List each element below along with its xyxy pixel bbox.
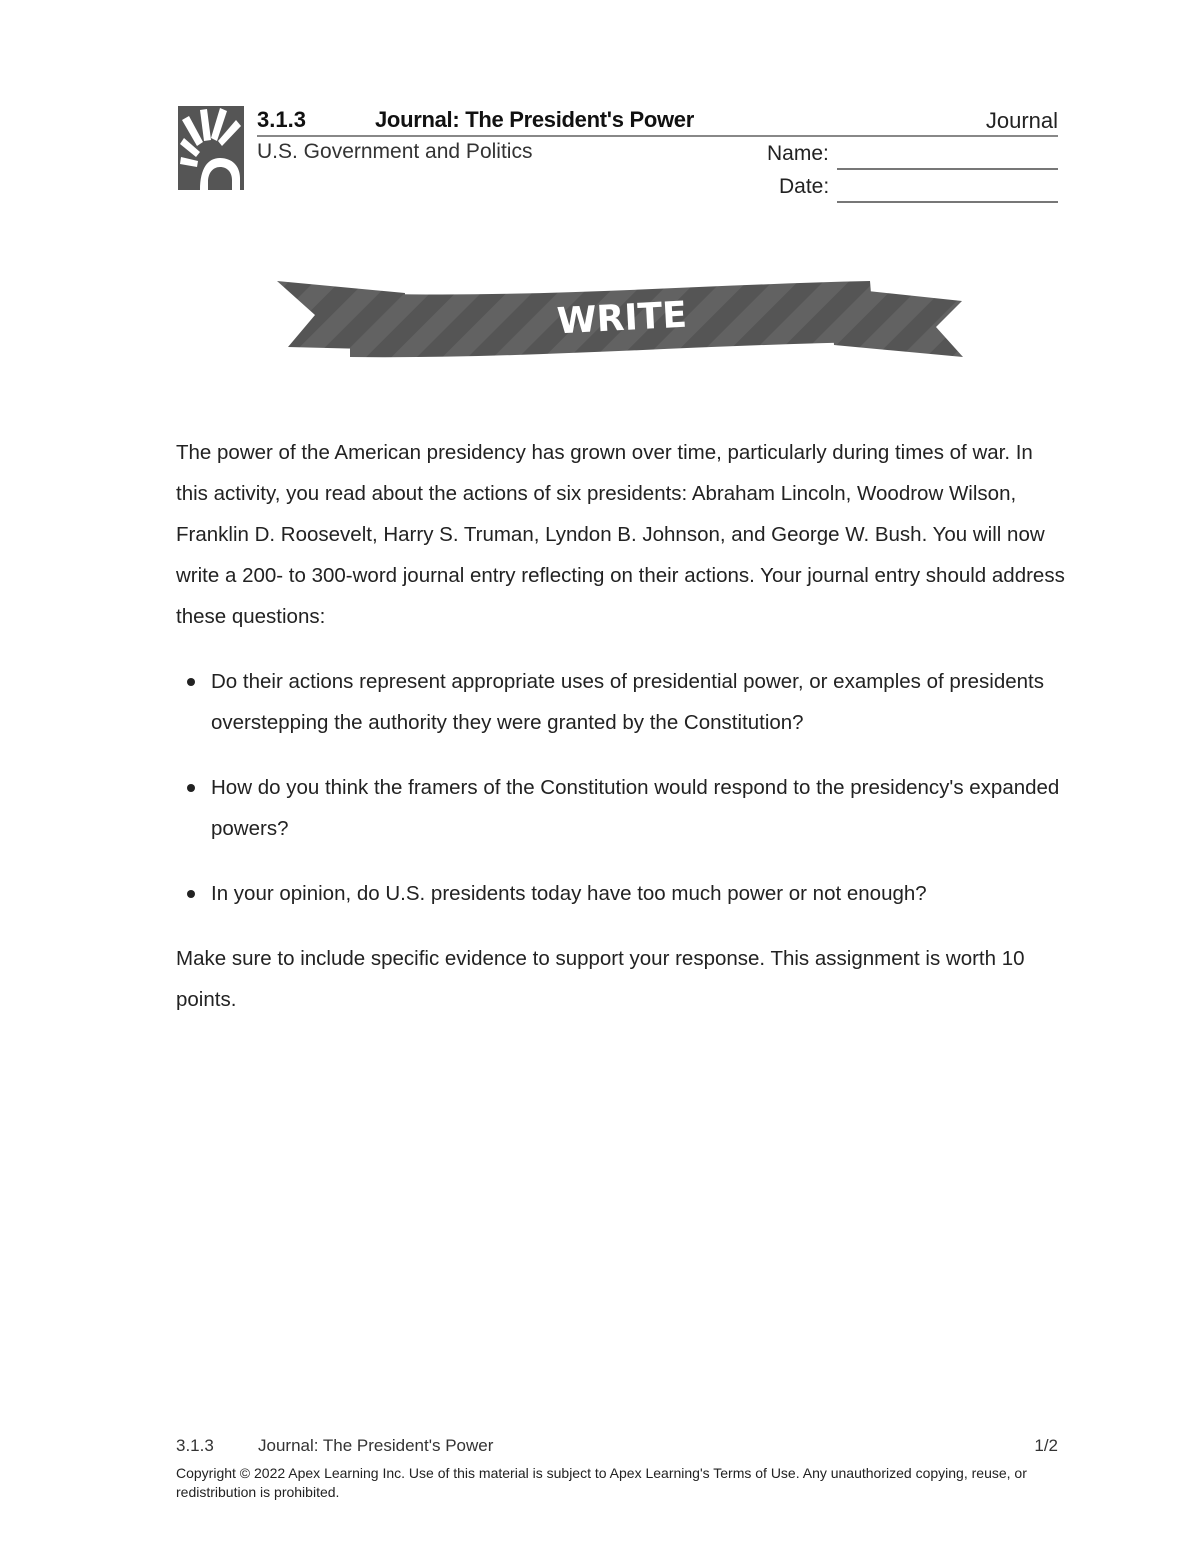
lesson-title: Journal: The President's Power	[375, 107, 694, 132]
assignment-instructions	[176, 432, 1066, 1020]
question-item	[211, 661, 1066, 743]
name-label: Name:	[767, 142, 829, 165]
page-number: 1/2	[1034, 1436, 1058, 1455]
question-list	[176, 661, 1066, 914]
activity-type: Journal	[985, 108, 1058, 133]
lesson-number: 3.1.3	[257, 107, 306, 132]
bullet-dot-icon	[187, 678, 195, 686]
date-label: Date:	[779, 175, 830, 198]
footer-lesson-number: 3.1.3	[176, 1436, 214, 1455]
bullet-dot-icon	[187, 784, 195, 792]
date-field[interactable]	[837, 201, 1058, 203]
header-divider	[257, 135, 1058, 137]
course-name: U.S. Government and Politics	[257, 140, 533, 163]
write-banner	[270, 275, 970, 370]
question-text: How do you think the framers of the Constitution would respond to the presidency's expanded powers?	[211, 776, 1060, 840]
bullet-dot-icon	[187, 890, 195, 898]
copyright-notice: Copyright © 2022 Apex Learning Inc. Use of this material is subject to Apex Learning's Terms of Use. Any unauthorized copying, reuse, or redistribution is prohibited.	[176, 1465, 1027, 1500]
question-text: In your opinion, do U.S. presidents today have too much power or not enough?	[211, 882, 927, 905]
closing-paragraph: Make sure to include specific evidence to support your response. This assignment is worth 10 points.	[176, 947, 1025, 1011]
question-text: Do their actions represent appropriate uses of presidential power, or examples of presidents overstepping the authority they were granted by the Constitution?	[211, 670, 1044, 734]
banner-label: WRITE	[555, 294, 688, 343]
name-field[interactable]	[837, 168, 1058, 170]
footer-lesson-title: Journal: The President's Power	[258, 1436, 494, 1455]
intro-paragraph: The power of the American presidency has grown over time, particularly during times of war. In this activity, you read about the actions of six presidents: Abraham Lincoln, Woodrow Wilson, Franklin D. Roosevelt, Harry S. Truman, Lyndon B. Johnson, and George W. Bush. You will now write a 200- to 300-word journal entry reflecting on their actions. Your journal entry should address these questions:	[176, 441, 1065, 628]
question-item	[211, 873, 1066, 914]
question-item	[211, 767, 1066, 849]
apex-logo-icon	[178, 106, 244, 190]
